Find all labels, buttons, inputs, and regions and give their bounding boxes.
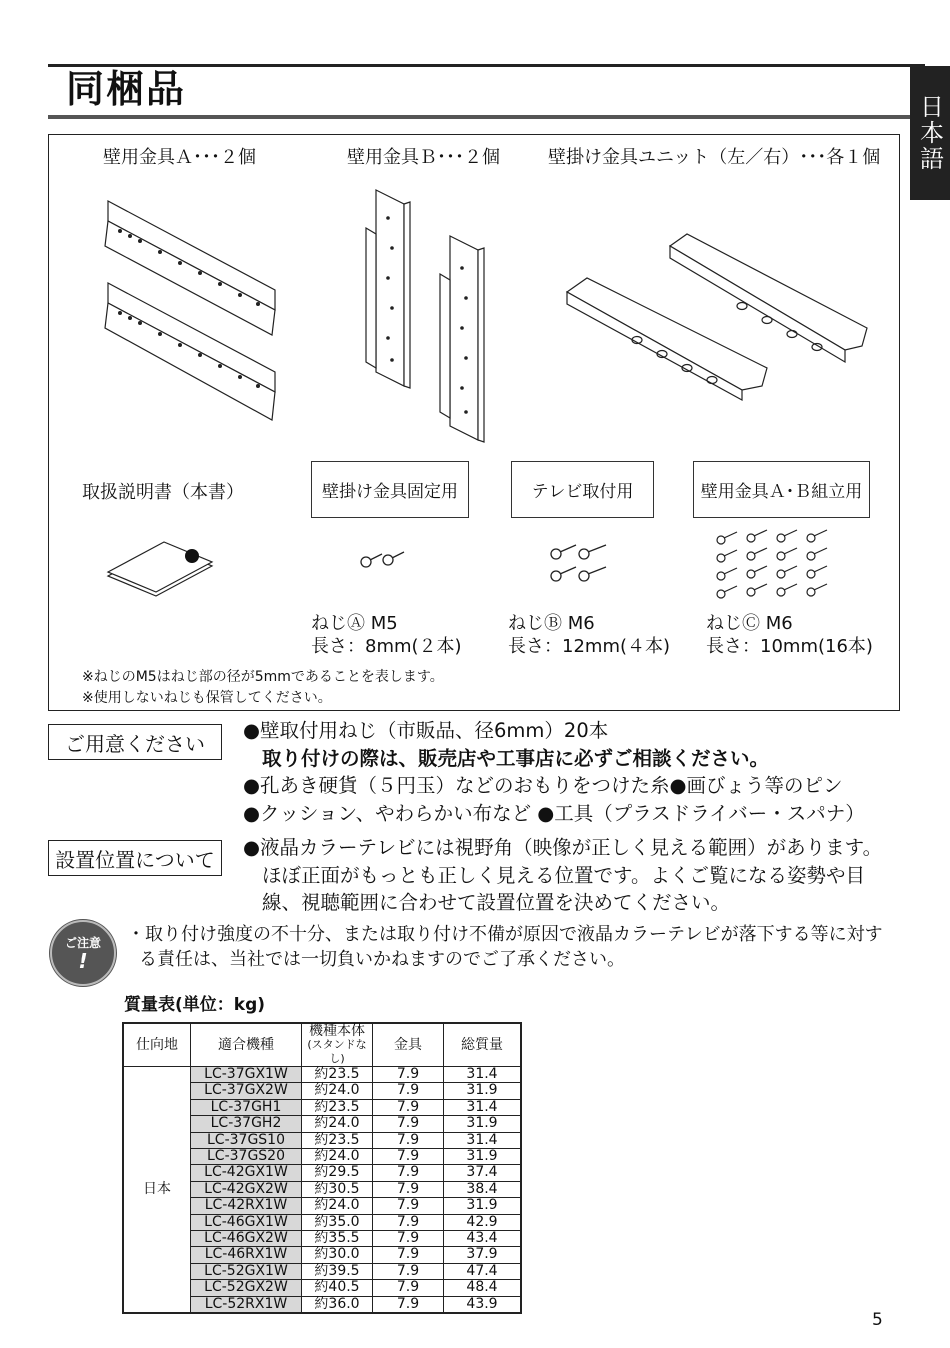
- total-mass-cell: 31.4: [444, 1132, 522, 1148]
- body-mass-cell: 約35.5: [302, 1231, 373, 1247]
- screw-b-spec: [508, 612, 670, 658]
- body-mass-cell: 約40.5: [302, 1280, 373, 1296]
- model-cell: LC-52RX1W: [191, 1296, 302, 1313]
- exclamation-icon: !: [78, 949, 88, 973]
- body-mass-cell: 約24.0: [302, 1149, 373, 1165]
- total-mass-cell: 31.4: [444, 1067, 522, 1083]
- header-model: 適合機種: [191, 1023, 302, 1067]
- bracket-mass-cell: 7.9: [373, 1280, 444, 1296]
- mass-table-title: 質量表(単位：kg): [124, 995, 266, 1015]
- prepare-line-wall-screws: ●壁取付用ねじ（市販品、径6mm）20本: [243, 719, 609, 742]
- bracket-mass-cell: 7.9: [373, 1198, 444, 1214]
- screw-a-spec: [311, 612, 462, 658]
- mass-table-header-row: [123, 1023, 521, 1067]
- model-cell: LC-52GX2W: [191, 1280, 302, 1296]
- bracket-mass-cell: 7.9: [373, 1247, 444, 1263]
- page-title: 同梱品: [66, 67, 187, 111]
- body-mass-cell: 約23.5: [302, 1132, 373, 1148]
- body-mass-cell: 約24.0: [302, 1116, 373, 1132]
- note-keep-screws: ※使用しないねじも保管してください。: [82, 690, 332, 706]
- total-mass-cell: 31.9: [444, 1198, 522, 1214]
- total-mass-cell: 47.4: [444, 1263, 522, 1279]
- model-cell: LC-46GX2W: [191, 1231, 302, 1247]
- bracket-mass-cell: 7.9: [373, 1099, 444, 1115]
- caution-icon-label: ご注意: [64, 936, 101, 950]
- screw-a-illustration: [358, 548, 408, 572]
- header-bracket: 金具: [373, 1023, 444, 1067]
- position-line-3: 線、視聴範囲に合わせて設置位置を決めてください。: [262, 891, 731, 914]
- bracket-mass-cell: 7.9: [373, 1116, 444, 1132]
- caution-line-2: る責任は、当社では一切負いかねますのでご了承ください。: [139, 949, 625, 970]
- screw-box-bracket-fixing: 壁掛け金具固定用: [311, 461, 469, 518]
- body-mass-cell: 約29.5: [302, 1165, 373, 1181]
- body-mass-cell: 約35.0: [302, 1214, 373, 1230]
- mass-table: [122, 1022, 522, 1314]
- header-destination: 仕向地: [123, 1023, 191, 1067]
- bracket-mass-cell: 7.9: [373, 1067, 444, 1083]
- body-mass-cell: 約30.5: [302, 1181, 373, 1197]
- page-number: 5: [872, 1310, 883, 1330]
- header-body-mass-line2: (スタンドなし): [307, 1038, 367, 1065]
- screw-b-name: ねじⒷ M6: [508, 613, 595, 634]
- total-mass-cell: 48.4: [444, 1280, 522, 1296]
- bracket-mass-cell: 7.9: [373, 1165, 444, 1181]
- screw-c-name: ねじⒸ M6: [706, 613, 793, 634]
- model-cell: LC-37GH2: [191, 1116, 302, 1132]
- wall-mount-unit-illustration: [562, 228, 874, 398]
- caution-line-1: ・取り付け強度の不十分、または取り付け不備が原因で液晶カラーテレビが落下する等に対す: [127, 924, 883, 945]
- body-mass-cell: 約24.0: [302, 1198, 373, 1214]
- bracket-mass-cell: 7.9: [373, 1263, 444, 1279]
- bracket-mass-cell: 7.9: [373, 1181, 444, 1197]
- header-body-mass: [302, 1023, 373, 1067]
- screw-c-spec: [706, 612, 873, 658]
- bracket-mass-cell: 7.9: [373, 1083, 444, 1099]
- bracket-mass-cell: 7.9: [373, 1296, 444, 1313]
- manual-illustration: [104, 540, 216, 596]
- caution-icon: [50, 920, 116, 986]
- model-cell: LC-37GX2W: [191, 1083, 302, 1099]
- manual-label: 取扱説明書（本書）: [82, 482, 244, 503]
- model-cell: LC-52GX1W: [191, 1263, 302, 1279]
- header-bottom-rule: [48, 115, 925, 119]
- screw-c-illustration: [715, 526, 839, 602]
- total-mass-cell: 43.4: [444, 1231, 522, 1247]
- screw-b-illustration: [548, 542, 612, 584]
- total-mass-cell: 31.9: [444, 1116, 522, 1132]
- total-mass-cell: 42.9: [444, 1214, 522, 1230]
- language-tab: 日本語: [910, 66, 950, 200]
- bracket-mass-cell: 7.9: [373, 1132, 444, 1148]
- model-cell: LC-37GH1: [191, 1099, 302, 1115]
- table-row: [123, 1067, 521, 1083]
- model-cell: LC-46GX1W: [191, 1214, 302, 1230]
- prepare-tag: ご用意ください: [48, 724, 222, 760]
- total-mass-cell: 43.9: [444, 1296, 522, 1313]
- prepare-list: [243, 717, 865, 827]
- position-text: [243, 834, 882, 917]
- position-line-2: ほぼ正面がもっとも正しく見える位置です。よくご覧になる姿勢や目: [262, 863, 865, 887]
- total-mass-cell: 31.9: [444, 1083, 522, 1099]
- position-tag: 設置位置について: [48, 840, 222, 876]
- total-mass-cell: 31.4: [444, 1099, 522, 1115]
- caution-text: [127, 922, 883, 972]
- total-mass-cell: 37.9: [444, 1247, 522, 1263]
- screw-box-bracket-assembly: 壁用金具Ａ･Ｂ組立用: [693, 461, 870, 518]
- screw-c-length: 長さ：10mm(16本): [706, 636, 873, 657]
- model-cell: LC-42RX1W: [191, 1198, 302, 1214]
- total-mass-cell: 38.4: [444, 1181, 522, 1197]
- item-a-label: 壁用金具Ａ･･･２個: [103, 147, 256, 168]
- wall-bracket-b-illustration: [360, 188, 495, 446]
- model-cell: LC-37GS10: [191, 1132, 302, 1148]
- item-b-label: 壁用金具Ｂ･･･２個: [347, 147, 500, 168]
- total-mass-cell: 31.9: [444, 1149, 522, 1165]
- total-mass-cell: 37.4: [444, 1165, 522, 1181]
- model-cell: LC-42GX2W: [191, 1181, 302, 1197]
- model-cell: LC-46RX1W: [191, 1247, 302, 1263]
- item-unit-label: 壁掛け金具ユニット（左／右）･･･各１個: [548, 147, 881, 168]
- note-m5: ※ねじのM5はねじ部の径が5mmであることを表します。: [82, 669, 444, 685]
- destination-cell: 日本: [123, 1067, 191, 1314]
- position-line-1: ●液晶カラーテレビには視野角（映像が正しく見える範囲）があります。: [243, 836, 883, 859]
- prepare-line-plumb: ●孔あき硬貨（５円玉）などのおもりをつけた糸●画びょう等のピン: [243, 774, 843, 797]
- wall-bracket-a-illustration: [100, 195, 285, 430]
- screw-box-tv-mounting: テレビ取付用: [511, 461, 654, 518]
- header-body-mass-line1: 機種本体: [309, 1023, 365, 1039]
- prepare-line-consult: 取り付けの際は、販売店や工事店に必ずご相談ください。: [262, 746, 770, 770]
- prepare-line-tools: ●クッション、やわらかい布など ●工具（プラスドライバー・スパナ）: [243, 801, 865, 825]
- bracket-mass-cell: 7.9: [373, 1149, 444, 1165]
- bracket-mass-cell: 7.9: [373, 1214, 444, 1230]
- bracket-mass-cell: 7.9: [373, 1231, 444, 1247]
- body-mass-cell: 約23.5: [302, 1099, 373, 1115]
- model-cell: LC-42GX1W: [191, 1165, 302, 1181]
- model-cell: LC-37GS20: [191, 1149, 302, 1165]
- body-mass-cell: 約23.5: [302, 1067, 373, 1083]
- body-mass-cell: 約24.0: [302, 1083, 373, 1099]
- body-mass-cell: 約30.0: [302, 1247, 373, 1263]
- screw-a-length: 長さ：8mm(２本): [311, 636, 462, 657]
- body-mass-cell: 約36.0: [302, 1296, 373, 1313]
- screw-a-name: ねじⒶ M5: [311, 613, 398, 634]
- model-cell: LC-37GX1W: [191, 1067, 302, 1083]
- header-total: 総質量: [444, 1023, 522, 1067]
- screw-b-length: 長さ：12mm(４本): [508, 636, 671, 657]
- body-mass-cell: 約39.5: [302, 1263, 373, 1279]
